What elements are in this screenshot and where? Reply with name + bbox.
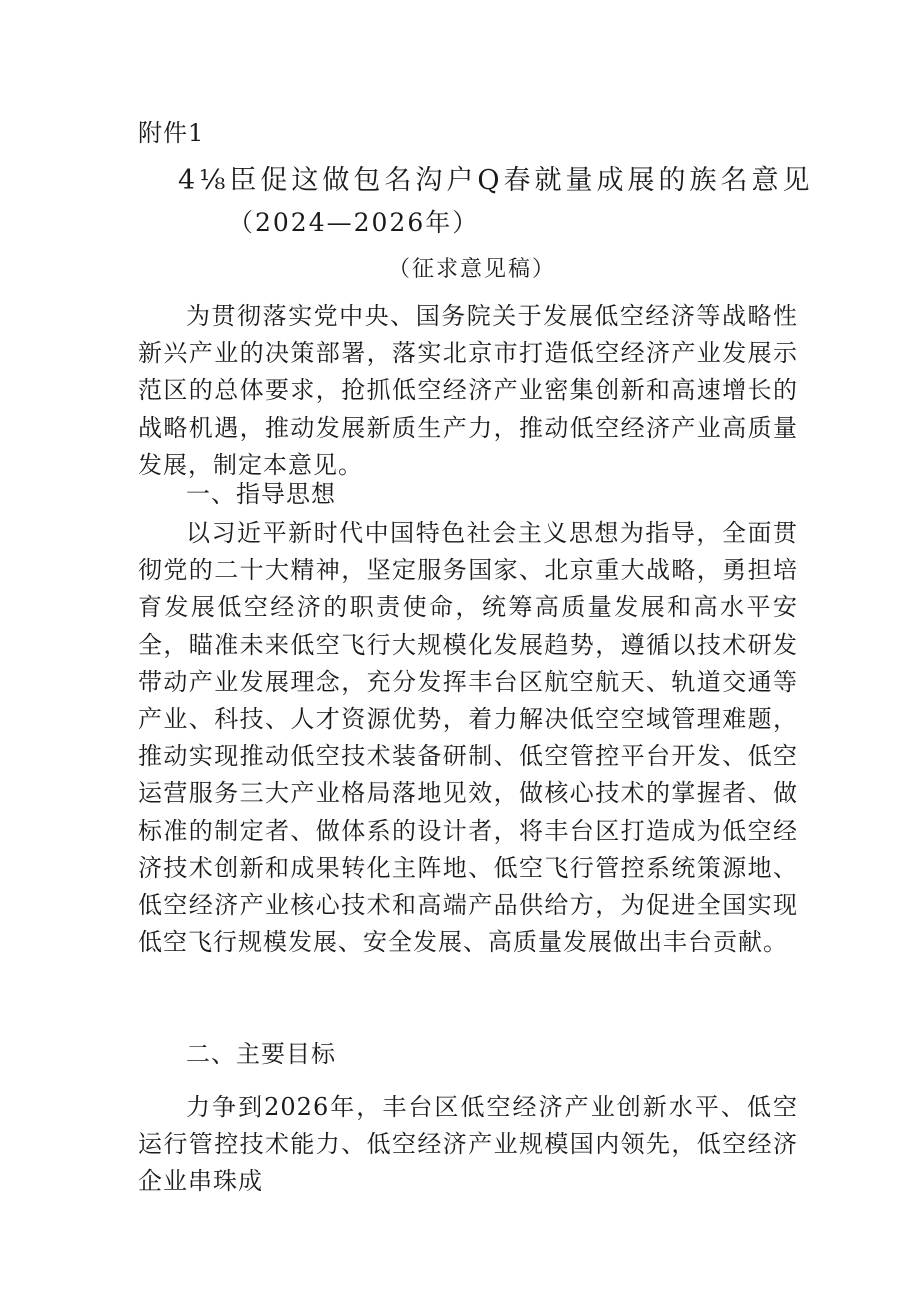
intro-paragraph: 为贯彻落实党中央、国务院关于发展低空经济等战略性新兴产业的决策部署，落实北京市打造低空经济产业发展示范区的总体要求，抢抓低空经济产业密集创新和高速增长的战略机遇，推动发展新质生产力，推动低空经济产业高质量发展，制定本意见。: [138, 302, 798, 479]
attachment-label: 附件1: [138, 119, 205, 147]
section-heading-guiding-ideology: 一、指导思想: [186, 480, 336, 508]
section-heading-main-goals: 二、主要目标: [186, 1040, 336, 1068]
guiding-ideology-paragraph: 以习近平新时代中国特色社会主义思想为指导，全面贯彻党的二十大精神，坚定服务国家、北京重大战略，勇担培育发展低空经济的职责使命，统筹高质量发展和高水平安全，瞄准未来低空飞行大规模化发展趋势，遵循以技术研发带动产业发展理念，充分发挥丰台区航空航天、轨道交通等产业、科技、人才资源优势，着力解决低空空域管理难题，推动实现推动低空技术装备研制、低空管控平台开发、低空运营服务三大产业格局落地见效，做核心技术的掌握者、做标准的制定者、做体系的设计者，将丰台区打造成为低空经济技术创新和成果转化主阵地、低空飞行管控系统策源地、低空经济产业核心技术和高端产品供给方，为促进全国实现低空飞行规模发展、安全发展、高质量发展做出丰台贡献。: [138, 519, 798, 957]
year-range: （2024—2026年）: [228, 208, 480, 237]
draft-note: （征求意见稿）: [388, 257, 557, 282]
document-title: 4⅛臣促这做包名沟户Q春就量成展的族名意见: [178, 165, 814, 196]
main-goals-paragraph: 力争到2026年，丰台区低空经济产业创新水平、低空运行管控技术能力、低空经济产业规模国内领先，低空经济企业串珠成: [138, 1093, 798, 1196]
